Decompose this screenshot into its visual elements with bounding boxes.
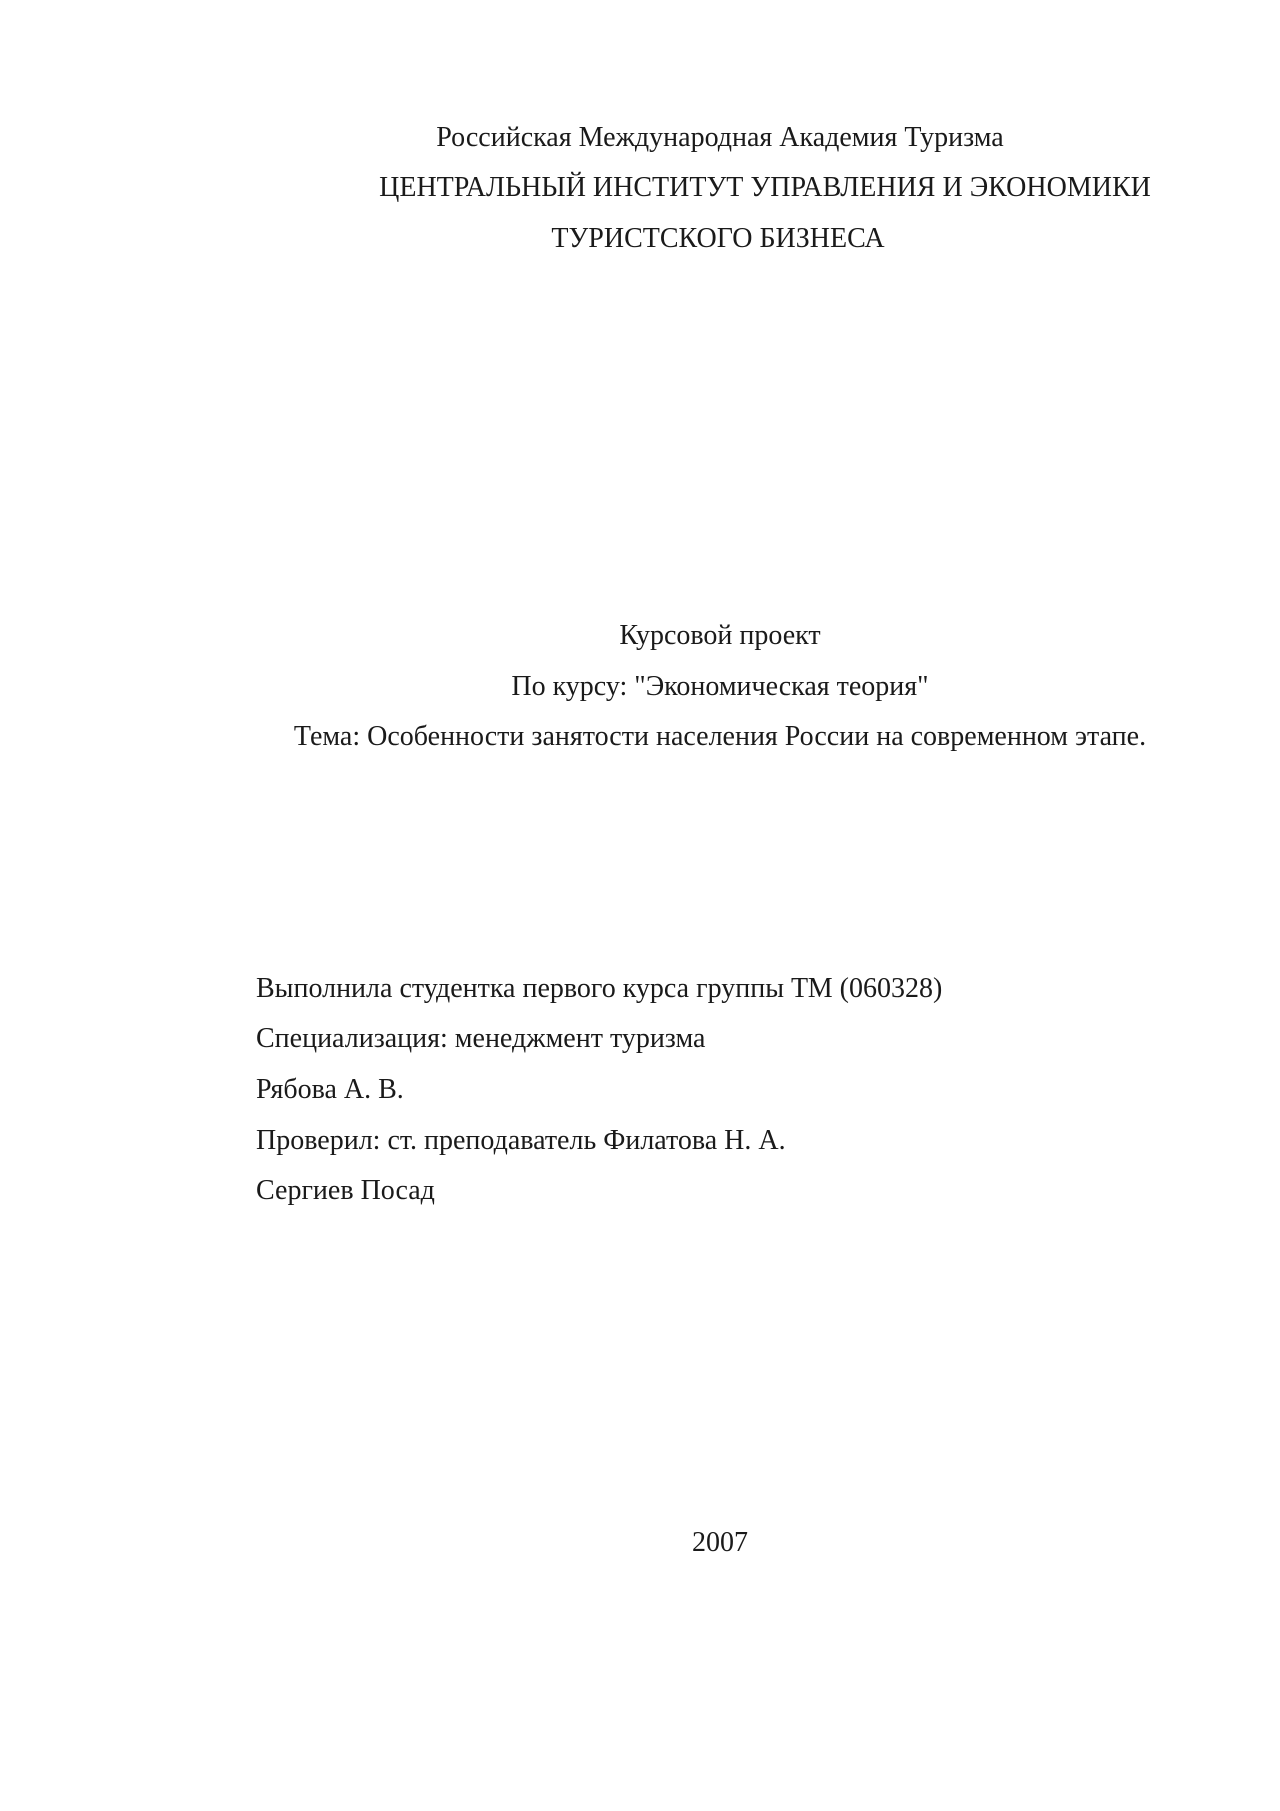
- year: 2007: [692, 1527, 748, 1558]
- institute-name-line-1: ЦЕНТРАЛЬНЫЙ ИНСТИТУТ УПРАВЛЕНИЯ И ЭКОНОМИКИ: [379, 172, 1151, 203]
- performed-by: Выполнила студентка первого курса группы ТМ (060328): [256, 973, 943, 1004]
- institute-name-line-2: ТУРИСТСКОГО БИЗНЕСА: [551, 223, 885, 254]
- author-name: Рябова А. В.: [256, 1074, 404, 1105]
- work-type: Курсовой проект: [619, 620, 821, 651]
- course-name: По курсу: "Экономическая теория": [511, 671, 929, 702]
- checked-by: Проверил: ст. преподаватель Филатова Н. А.: [256, 1125, 786, 1156]
- topic: Тема: Особенности занятости населения России на современном этапе.: [293, 721, 1147, 752]
- city: Сергиев Посад: [256, 1175, 435, 1206]
- academy-name: Российская Международная Академия Туризма: [436, 122, 1004, 153]
- specialization: Специализация: менеджмент туризма: [256, 1023, 706, 1054]
